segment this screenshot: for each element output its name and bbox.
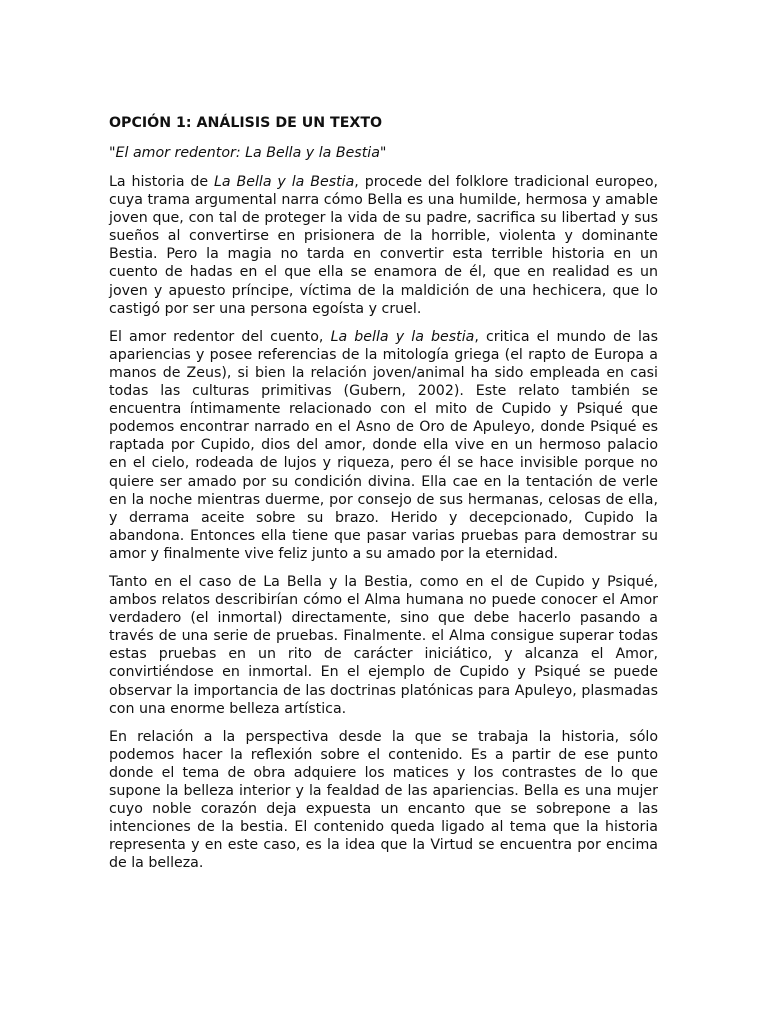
essay-title <box>109 143 658 163</box>
paragraph-1-rest: , procede del folklore tradicional europeo, cuya trama argumental narra cómo Bella es una humilde, hermosa y amable joven que, con tal de proteger la vida de su padre, sacrifica su libertad y sus sueños al convertirse en prisionera de la horrible, violenta y dominante Bestia. Pero la magia no tarda en convertir esta terrible historia en un cuento de hadas en el que ella se enamora de él, que en realidad es un joven y apuesto príncipe, víctima de la maldición de una hechicera, que lo castigó por ser una persona egoísta y cruel. <box>109 174 659 317</box>
work-title: La bella y la bestia <box>330 328 475 345</box>
paragraph-2-rest: , critica el mundo de las apariencias y posee referencias de la mitología griega (el rapto de Europa a manos de Zeus), si bien la relación joven/animal ha sido empleada en casi todas las culturas primitivas (Gubern, 2002). Este relato también se encuentra íntimamente relacionado con el mito de Cupido y Psiqué que podemos encontrar narrado en el Asno de Oro de Apuleyo, donde Psiqué es raptada por Cupido, dios del amor, donde ella vive en un hermoso palacio en el cielo, rodeada de lujos y riqueza, pero él se hace invisible porque no quiere ser amado por su condición divina. Ella cae en la tentación de verle en la noche mientras duerme, por consejo de sus hermanas, celosas de ella, y derrama aceite sobre su brazo. Herido y decepcionado, Cupido la abandona. Entonces ella tiene que pasar varias pruebas para demostrar su amor y finalmente vive feliz junto a su amado por la eternidad. <box>109 328 658 562</box>
paragraph-3: Tanto en el caso de La Bella y la Bestia, como en el de Cupido y Psiqué, ambos relatos describirían cómo el Alma humana no puede conocer el Amor verdadero (el inmortal) directamente, sino que debe hacerlo pasando a través de una serie de pruebas. Finalmente. el Alma consigue superar todas estas pruebas en un rito de carácter iniciático, y alcanza el Amor, convirtiéndose en inmortal. En el ejemplo de Cupido y Psiqué se puede observar la importancia de las doctrinas platónicas para Apuleyo, plasmadas con una enorme belleza artística. <box>109 573 658 717</box>
paragraph-4: En relación a la perspectiva desde la que se trabaja la historia, sólo podemos hacer la reflexión sobre el contenido. Es a partir de ese punto donde el tema de obra adquiere los matices y los contrastes de lo que supone la belleza interior y la fealdad de las apariencias. Bella es una mujer cuyo noble corazón deja expuesta un encanto que se sobrepone a las intenciones de la bestia. El contenido queda ligado al tema que la historia representa y en este caso, es la idea que la Virtud se encuentra por encima de la belleza. <box>109 728 658 872</box>
paragraph-1 <box>109 173 658 318</box>
section-heading: OPCIÓN 1: ANÁLISIS DE UN TEXTO <box>109 115 383 131</box>
quote-close: " <box>379 145 387 161</box>
paragraph-2 <box>109 328 658 563</box>
document-page <box>109 113 658 882</box>
essay-title-text: El amor redentor: La Bella y la Bestia <box>115 145 380 161</box>
quote-open: " <box>109 145 116 161</box>
paragraph-2-start: El amor redentor del cuento, <box>109 328 331 345</box>
work-title: La Bella y la Bestia <box>214 174 355 190</box>
paragraph-1-start: La historia de <box>109 174 215 190</box>
